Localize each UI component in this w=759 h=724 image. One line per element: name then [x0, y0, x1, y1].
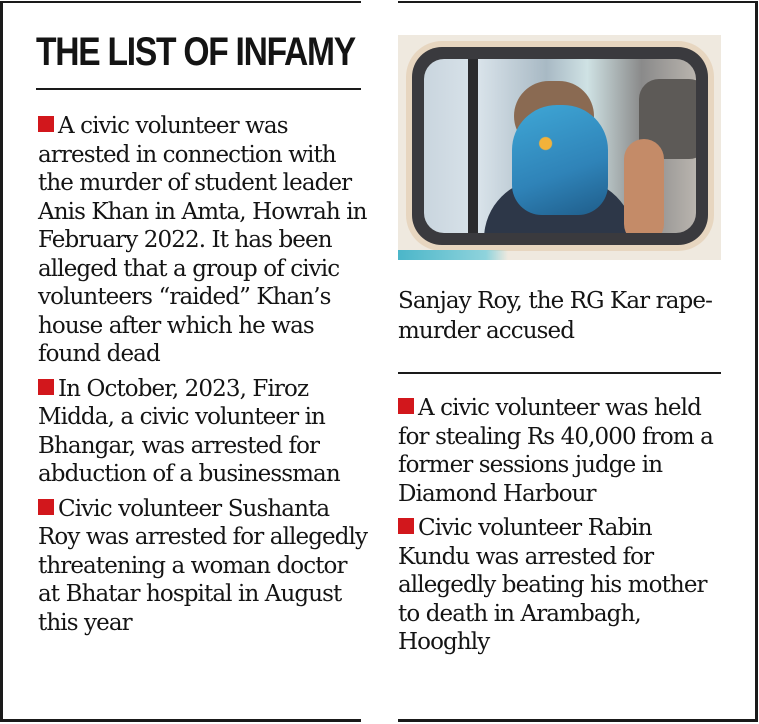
frame-left-border [0, 2, 3, 722]
photo-caption: Sanjay Roy, the RG Kar rape-murder accused [398, 288, 712, 344]
left-column-list [38, 112, 368, 643]
list-item-text: In October, 2023, Firoz Midda, a civic volunteer in Bhangar, was arrested for abduction of a businessman [38, 375, 340, 487]
window-bar [468, 59, 478, 233]
red-square-bullet-icon [398, 398, 414, 414]
frame-top-border-left [0, 1, 361, 3]
bystander-arm [624, 139, 664, 233]
list-item-text: Civic volunteer Rabin Kundu was arrested for allegedly beating his mother to death in Arambagh, Hooghly [398, 515, 707, 655]
red-square-bullet-icon [398, 518, 414, 534]
right-column-list [398, 394, 728, 663]
list-item [398, 514, 728, 657]
red-square-bullet-icon [38, 116, 54, 132]
accused-photo [398, 35, 721, 260]
vehicle-window-frame [412, 47, 708, 245]
face-covering-cloth [512, 105, 608, 215]
list-item [38, 495, 368, 638]
vehicle-window-glass [424, 59, 696, 233]
list-item-text: A civic volunteer was arrested in connection with the murder of student leader Anis Khan in Amta, Howrah in February 2022. It has been alleged that a group of civic volunteers “raided” Khan’s house after which he was found dead [38, 113, 367, 367]
list-item-text: A civic volunteer was held for stealing Rs 40,000 from a former sessions judge in Diamond Harbour [398, 395, 713, 507]
frame-top-border-right [398, 1, 758, 3]
headline-divider [36, 88, 361, 90]
frame-right-border [755, 2, 758, 722]
list-item [398, 394, 728, 508]
list-item [38, 375, 368, 489]
list-item [38, 112, 368, 369]
red-square-bullet-icon [38, 379, 54, 395]
vehicle-teal-stripe [398, 250, 508, 260]
frame-bottom-border-right [398, 719, 758, 722]
frame-bottom-border-left [0, 719, 361, 722]
red-square-bullet-icon [38, 499, 54, 515]
caption-divider [398, 372, 721, 374]
list-item-text: Civic volunteer Sushanta Roy was arrested for allegedly threatening a woman doctor at Bhatar hospital in August this year [38, 495, 368, 636]
headline: THE LIST OF INFAMY [36, 30, 355, 74]
